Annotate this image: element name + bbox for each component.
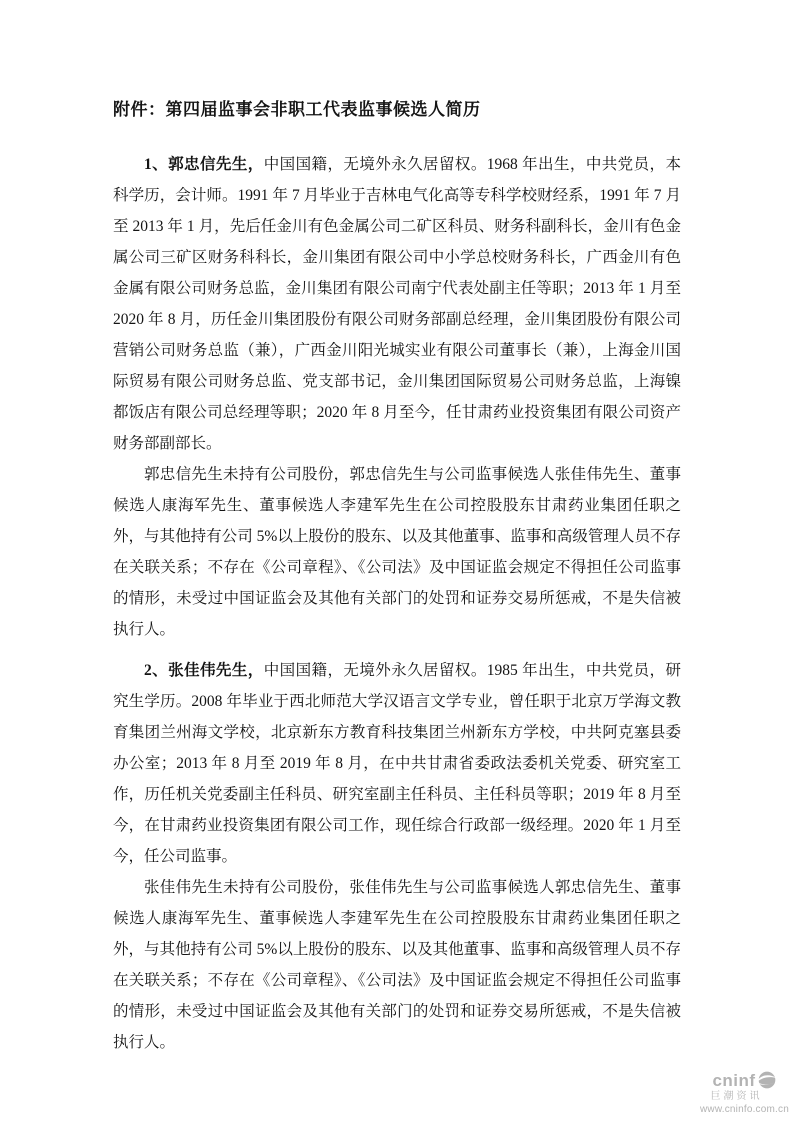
bio-paragraph-guo	[113, 149, 681, 459]
cninfo-logo-text: cninf	[712, 1070, 756, 1090]
bio-text: 中国国籍，无境外永久居留权。1968 年出生，中共党员，本科学历，会计师。1991 年 7 月毕业于吉林电气化高等专科学校财经系，1991 年 7 月至 2013 年 1 月，先后任金川有色金属公司二矿区科员、财务科副科长，金川有色金属公司三矿区财务科科长，金川集团有限公司中小学总校财务科长，广西金川有色金属有限公司财务总监，金川集团有限公司南宁代表处副主任等职；2013 年 1 月至 2020 年 8 月，历任金川集团股份有限公司财务部副总经理，金川集团股份有限公司营销公司财务总监（兼），广西金川阳光城实业有限公司董事长（兼），上海金川国际贸易有限公司财务总监、党支部书记，金川集团国际贸易公司财务总监，上海镍都饭店有限公司总经理等职；2020 年 8 月至今，任甘肃药业投资集团有限公司资产财务部副部长。	[113, 156, 681, 452]
relationship-paragraph-guo	[113, 459, 681, 645]
document-title: 附件：第四届监事会非职工代表监事候选人简历	[113, 100, 481, 119]
relationship-text: 张佳伟先生未持有公司股份，张佳伟先生与公司监事候选人郭忠信先生、董事候选人康海军先生、董事候选人李建军先生在公司控股股东甘肃药业集团任职之外，与其他持有公司 5%以上股份的股东、以及其他董事、监事和高级管理人员不存在关联关系；不存在《公司章程》、《公司法》及中国证监会规定不得担任公司监事的情形，未受过中国证监会及其他有关部门的处罚和证券交易所惩戒，不是失信被执行人。	[113, 879, 681, 1051]
cninfo-swoosh-logo-icon	[757, 1070, 777, 1090]
cninfo-chinese-name: 巨潮资讯	[710, 1091, 763, 1102]
bio-text: 中国国籍，无境外永久居留权。1985 年出生，中共党员，研究生学历。2008 年毕业于西北师范大学汉语言文学专业，曾任职于北京万学海文教育集团兰州海文学校，北京新东方教育科技集团兰州新东方学校，中共阿克塞县委办公室；2013 年 8 月至 2019 年 8 月，在中共甘肃省委政法委机关党委、研究室工作，历任机关党委副主任科员、研究室副主任科员、主任科员等职；2019 年 8 月至今，在甘肃药业投资集团有限公司工作，现任综合行政部一级经理。2020 年 1 月至今，任公司监事。	[113, 662, 681, 865]
bio-paragraph-zhang	[113, 655, 681, 872]
relationship-text: 郭忠信先生未持有公司股份，郭忠信先生与公司监事候选人张佳伟先生、董事候选人康海军先生、董事候选人李建军先生在公司控股股东甘肃药业集团任职之外，与其他持有公司 5%以上股份的股东、以及其他董事、监事和高级管理人员不存在关联关系；不存在《公司章程》、《公司法》及中国证监会规定不得担任公司监事的情形，未受过中国证监会及其他有关部门的处罚和证券交易所惩戒，不是失信被执行人。	[113, 466, 681, 638]
cninfo-watermark	[700, 1070, 789, 1115]
person-name-lead: 2、张佳伟先生，	[144, 662, 264, 679]
cninfo-logo-row	[712, 1070, 776, 1090]
relationship-paragraph-zhang	[113, 872, 681, 1058]
person-name-lead: 1、郭忠信先生，	[144, 156, 264, 173]
cninfo-url: www.cninfo.com.cn	[700, 1104, 789, 1115]
